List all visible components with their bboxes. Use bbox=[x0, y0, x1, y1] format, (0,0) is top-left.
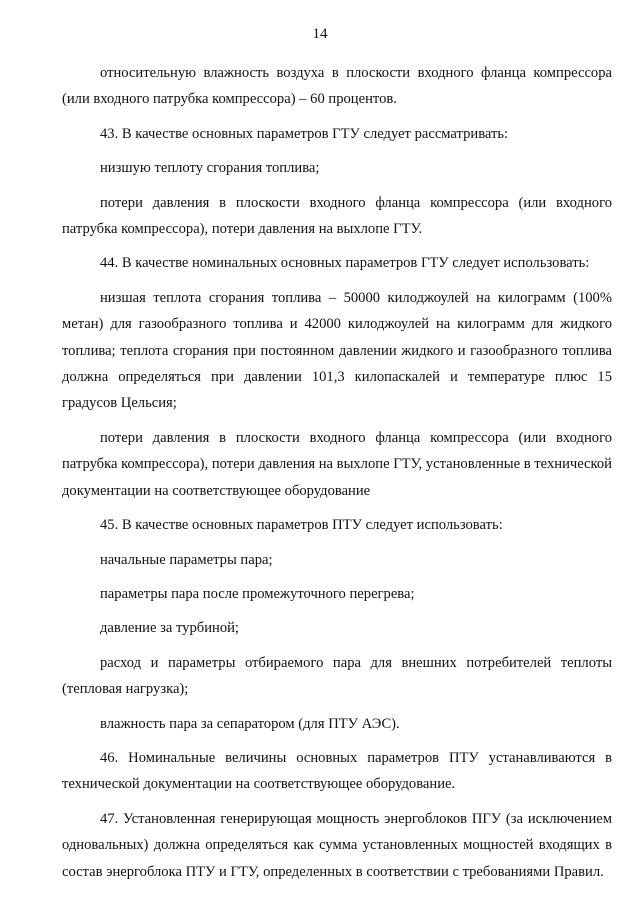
paragraph-45-item-2: параметры пара после промежуточного перегрева; bbox=[100, 585, 415, 602]
paragraph-43: 43. В качестве основных параметров ГТУ следует рассматривать: bbox=[100, 125, 509, 142]
paragraph-45-item-1: начальные параметры пара; bbox=[100, 551, 273, 568]
paragraph-continuation: относительную влажность воздуха в плоскости входного фланца компрессора (или входного патрубка компрессора) – 60 процентов. bbox=[62, 65, 612, 108]
paragraph-45-item-3: давление за турбиной; bbox=[100, 620, 239, 637]
document-body bbox=[62, 60, 612, 893]
paragraph-45-item-4: расход и параметры отбираемого пара для внешних потребителей теплоты (тепловая нагрузка); bbox=[62, 654, 612, 698]
paragraph-46: 46. Номинальные величины основных параметров ПТУ устанавливаются в технической документации на соответствующее оборудование. bbox=[62, 749, 612, 793]
paragraph-47: 47. Установленная генерирующая мощность энергоблоков ПГУ (за исключением одновальных) должна определяться как сумма установленных мощностей входящих в состав энергоблока ПТУ и ГТУ, определенных в соответствии с требованиями Правил. bbox=[62, 810, 612, 880]
paragraph-43-item-2: потери давления в плоскости входного фланца компрессора (или входного патрубка компрессора), потери давления на выхлопе ГТУ. bbox=[62, 194, 612, 238]
paragraph-43-item-1: низшую теплоту сгорания топлива; bbox=[100, 160, 320, 177]
page-number: 14 bbox=[312, 26, 328, 42]
paragraph-45: 45. В качестве основных параметров ПТУ следует использовать: bbox=[100, 517, 503, 534]
paragraph-44-item-1: низшая теплота сгорания топлива – 50000 килоджоулей на килограмм (100% метан) для газообразного топлива и 42000 килоджоулей на килограмм для жидкого топлива; теплота сгорания при постоянном давлении жидкого и газообразного топлива должна определяться при давлении 101,3 килопаскалей и температуре плюс 15 градусов Цельсия; bbox=[62, 289, 612, 412]
paragraph-44-item-2: потери давления в плоскости входного фланца компрессора (или входного патрубка компрессора), потери давления на выхлопе ГТУ, установленные в технической документации на соответствующее оборудование bbox=[62, 429, 612, 499]
paragraph-45-item-5: влажность пара за сепаратором (для ПТУ АЭС). bbox=[100, 715, 400, 732]
paragraph-44: 44. В качестве номинальных основных параметров ГТУ следует использовать: bbox=[100, 255, 590, 272]
